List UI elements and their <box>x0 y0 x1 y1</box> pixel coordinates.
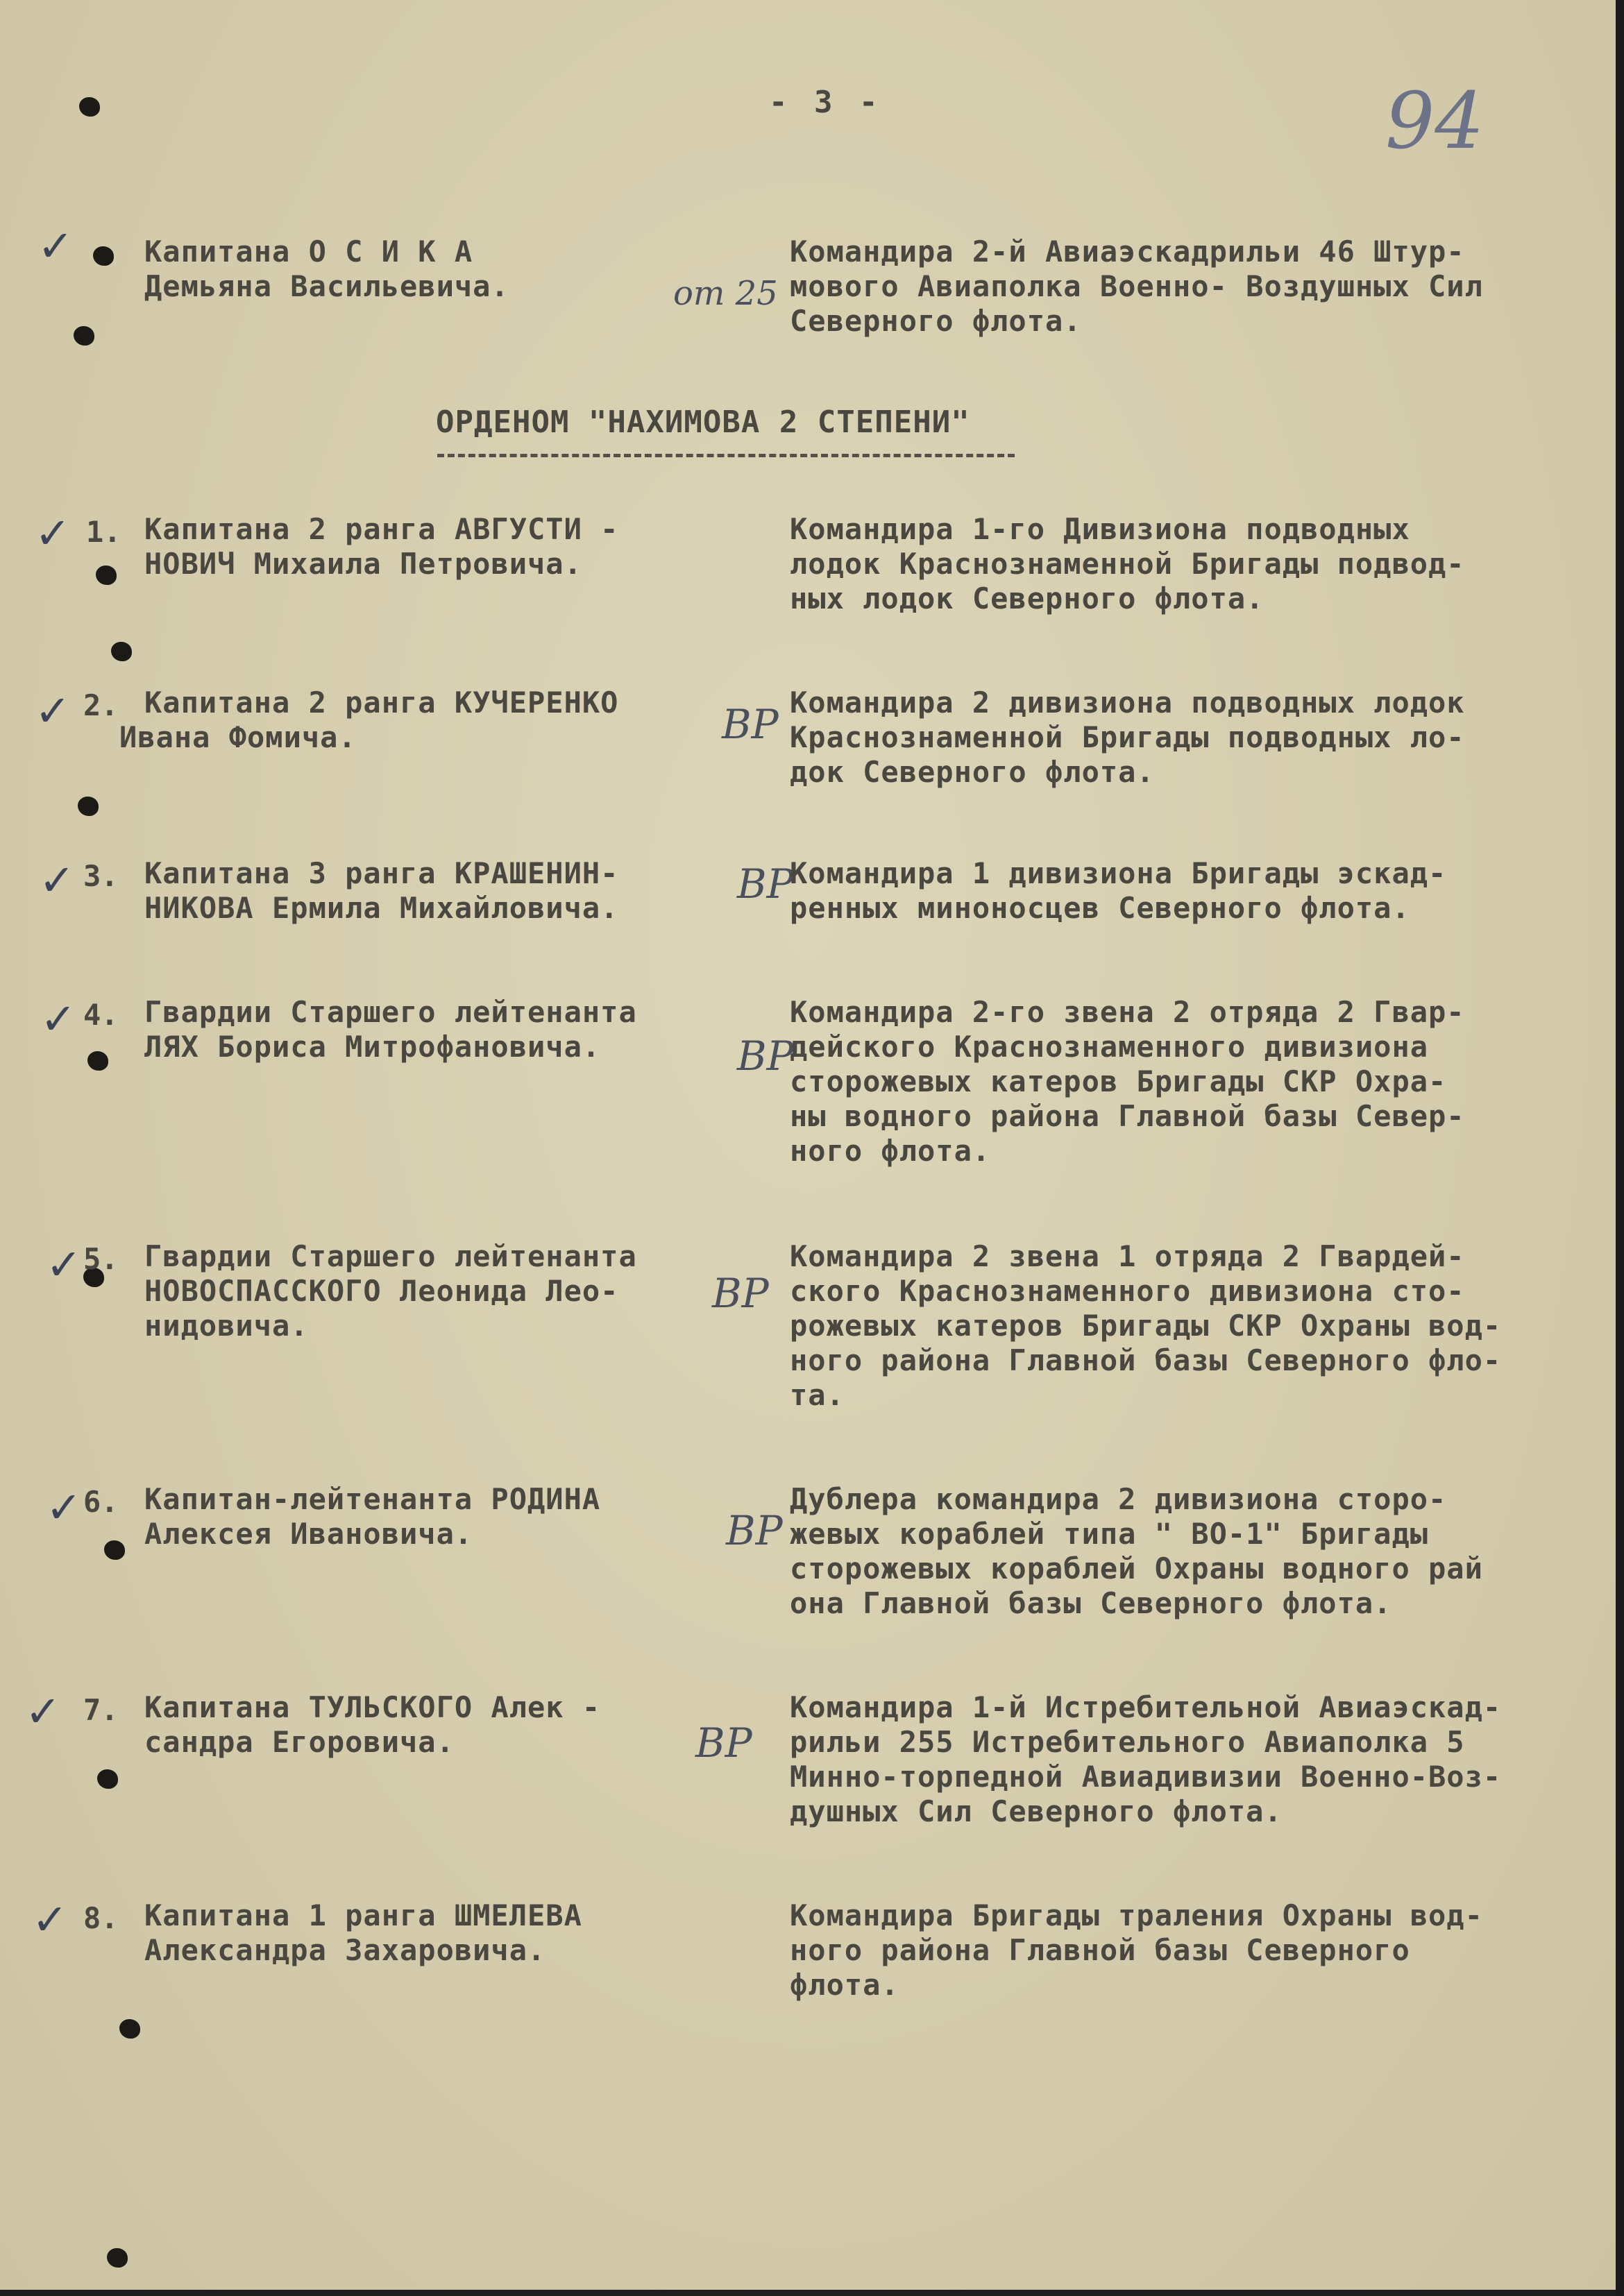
entry-person-line: НОВИЧ Михаила Петровича. <box>144 547 582 581</box>
entry-position-line: рожевых катеров Бригады СКР Охраны вод- <box>790 1309 1502 1343</box>
entry-position-line: дейского Краснознаменного дивизиона <box>790 1030 1429 1064</box>
entry-number: 6. <box>83 1485 119 1519</box>
entry-person-line: НОВОСПАССКОГО Леонида Лео- <box>144 1274 619 1308</box>
check-mark-icon: ✓ <box>35 508 71 559</box>
punch-hole <box>107 2248 128 2268</box>
punch-hole <box>79 97 100 117</box>
entry-position-line: Минно-торпедной Авиадивизии Военно-Воз- <box>790 1760 1502 1794</box>
entry-person-line: Гвардии Старшего лейтенанта <box>144 995 637 1029</box>
entry-person-line: нидовича. <box>144 1309 309 1343</box>
page-number: - 3 - <box>769 85 882 120</box>
entry-position-line: ренных миноносцев Северного флота. <box>790 891 1410 925</box>
check-mark-icon: ✓ <box>39 855 75 905</box>
entry-number: 3. <box>83 859 119 893</box>
entry-position-line: Краснознаменной Бригады подводных ло- <box>790 720 1465 754</box>
entry-person-line: Гвардии Старшего лейтенанта <box>144 1239 637 1273</box>
award-heading: ОРДЕНОМ "НАХИМОВА 2 СТЕПЕНИ" <box>436 405 970 440</box>
entry-number: 8. <box>83 1901 119 1935</box>
entry-person-line: Капитана ТУЛЬСКОГО Алек - <box>144 1690 601 1724</box>
entry-position-line: Командира 2 звена 1 отряда 2 Гвардей- <box>790 1239 1465 1273</box>
first-entry-handwritten-mark: от 25 <box>673 274 778 313</box>
entry-position-line: сторожевых кораблей Охраны водного рай <box>790 1551 1483 1585</box>
entry-person-line: Капитана 2 ранга АВГУСТИ - <box>144 512 619 546</box>
entry-position-line: ского Краснознаменного дивизиона сто- <box>790 1274 1465 1308</box>
entry-position-line: лодок Краснознаменной Бригады подвод- <box>790 547 1465 581</box>
check-mark-icon: ✓ <box>40 994 76 1044</box>
entry-position-line: сторожевых катеров Бригады СКР Охра- <box>790 1064 1447 1098</box>
entry-person-line: Капитан-лейтенанта РОДИНА <box>144 1482 601 1516</box>
entry-position-line: Командира 1 дивизиона Бригады эскад- <box>790 856 1447 890</box>
entry-person-line: ЛЯХ Бориса Митрофановича. <box>144 1030 601 1064</box>
entry-number: 7. <box>83 1693 119 1727</box>
entry-position-line: душных Сил Северного флота. <box>790 1794 1283 1828</box>
punch-hole <box>87 1051 108 1071</box>
punch-hole <box>96 566 117 585</box>
entry-person-line: Ивана Фомича. <box>119 720 357 754</box>
check-mark-icon: ✓ <box>35 686 71 736</box>
entry-handwritten-mark: ВР <box>695 1719 752 1767</box>
entry-handwritten-mark: ВР <box>737 1032 794 1080</box>
entry-person-line: сандра Егоровича. <box>144 1725 455 1759</box>
entry-position-line: рильи 255 Истребительного Авиаполка 5 <box>790 1725 1465 1759</box>
first-entry-position-line: Командира 2-й Авиаэскадрильи 46 Штур- <box>790 235 1465 269</box>
entry-handwritten-mark: ВР <box>737 860 794 908</box>
scan-edge <box>1616 0 1624 2296</box>
entry-position-line: Командира 1-й Истребительной Авиаэскад- <box>790 1690 1502 1724</box>
heading-underline <box>437 454 1015 457</box>
first-entry-person-line: Капитана О С И К А <box>144 235 473 269</box>
entry-position-line: ного района Главной базы Северного <box>790 1933 1410 1967</box>
entry-position-line: Дублера командира 2 дивизиона сторо- <box>790 1482 1447 1516</box>
entry-number: 1. <box>86 515 121 549</box>
entry-person-line: Капитана 2 ранга КУЧЕРЕНКО <box>144 686 619 720</box>
check-mark-icon: ✓ <box>46 1482 82 1533</box>
entry-position-line: она Главной базы Северного флота. <box>790 1586 1392 1620</box>
entry-position-line: док Северного флота. <box>790 755 1155 789</box>
entry-position-line: ного флота. <box>790 1134 991 1168</box>
entry-number: 5. <box>83 1242 119 1276</box>
archive-page-number: 94 <box>1385 76 1485 167</box>
entry-position-line: флота. <box>790 1968 899 2002</box>
entry-position-line: ны водного района Главной базы Север- <box>790 1099 1465 1133</box>
entry-person-line: Капитана 3 ранга КРАШЕНИН- <box>144 856 619 890</box>
punch-hole <box>104 1540 125 1560</box>
first-entry-position-line: мового Авиаполка Военно- Воздушных Сил <box>790 269 1483 303</box>
entry-number: 2. <box>83 688 119 722</box>
entry-person-line: Александра Захаровича. <box>144 1933 546 1967</box>
entry-position-line: жевых кораблей типа " ВО-1" Бригады <box>790 1517 1429 1551</box>
punch-hole <box>78 797 99 816</box>
entry-person-line: Алексея Ивановича. <box>144 1517 473 1551</box>
first-entry-position-line: Северного флота. <box>790 304 1082 338</box>
check-mark-icon: ✓ <box>32 1894 68 1945</box>
entry-person-line: Капитана 1 ранга ШМЕЛЕВА <box>144 1898 582 1932</box>
entry-handwritten-mark: ВР <box>712 1270 769 1317</box>
punch-hole <box>93 246 114 266</box>
first-entry-person-line: Демьяна Васильевича. <box>144 269 509 303</box>
check-mark-icon: ✓ <box>37 221 74 271</box>
check-mark-icon: ✓ <box>46 1239 82 1290</box>
entry-handwritten-mark: ВР <box>722 701 779 748</box>
entry-position-line: ных лодок Северного флота. <box>790 581 1264 615</box>
entry-position-line: Командира 2-го звена 2 отряда 2 Гвар- <box>790 995 1465 1029</box>
check-mark-icon: ✓ <box>25 1686 61 1737</box>
entry-position-line: Командира Бригады траления Охраны вод- <box>790 1898 1483 1932</box>
punch-hole <box>119 2019 140 2039</box>
entry-person-line: НИКОВА Ермила Михайловича. <box>144 891 619 925</box>
entry-position-line: та. <box>790 1378 845 1412</box>
punch-hole <box>74 326 94 346</box>
entry-position-line: Командира 1-го Дивизиона подводных <box>790 512 1410 546</box>
entry-position-line: ного района Главной базы Северного фло- <box>790 1343 1502 1377</box>
entry-number: 4. <box>83 998 119 1032</box>
punch-hole <box>97 1769 118 1789</box>
entry-handwritten-mark: ВР <box>726 1507 783 1554</box>
punch-hole <box>111 642 132 661</box>
entry-position-line: Командира 2 дивизиона подводных лодок <box>790 686 1465 720</box>
